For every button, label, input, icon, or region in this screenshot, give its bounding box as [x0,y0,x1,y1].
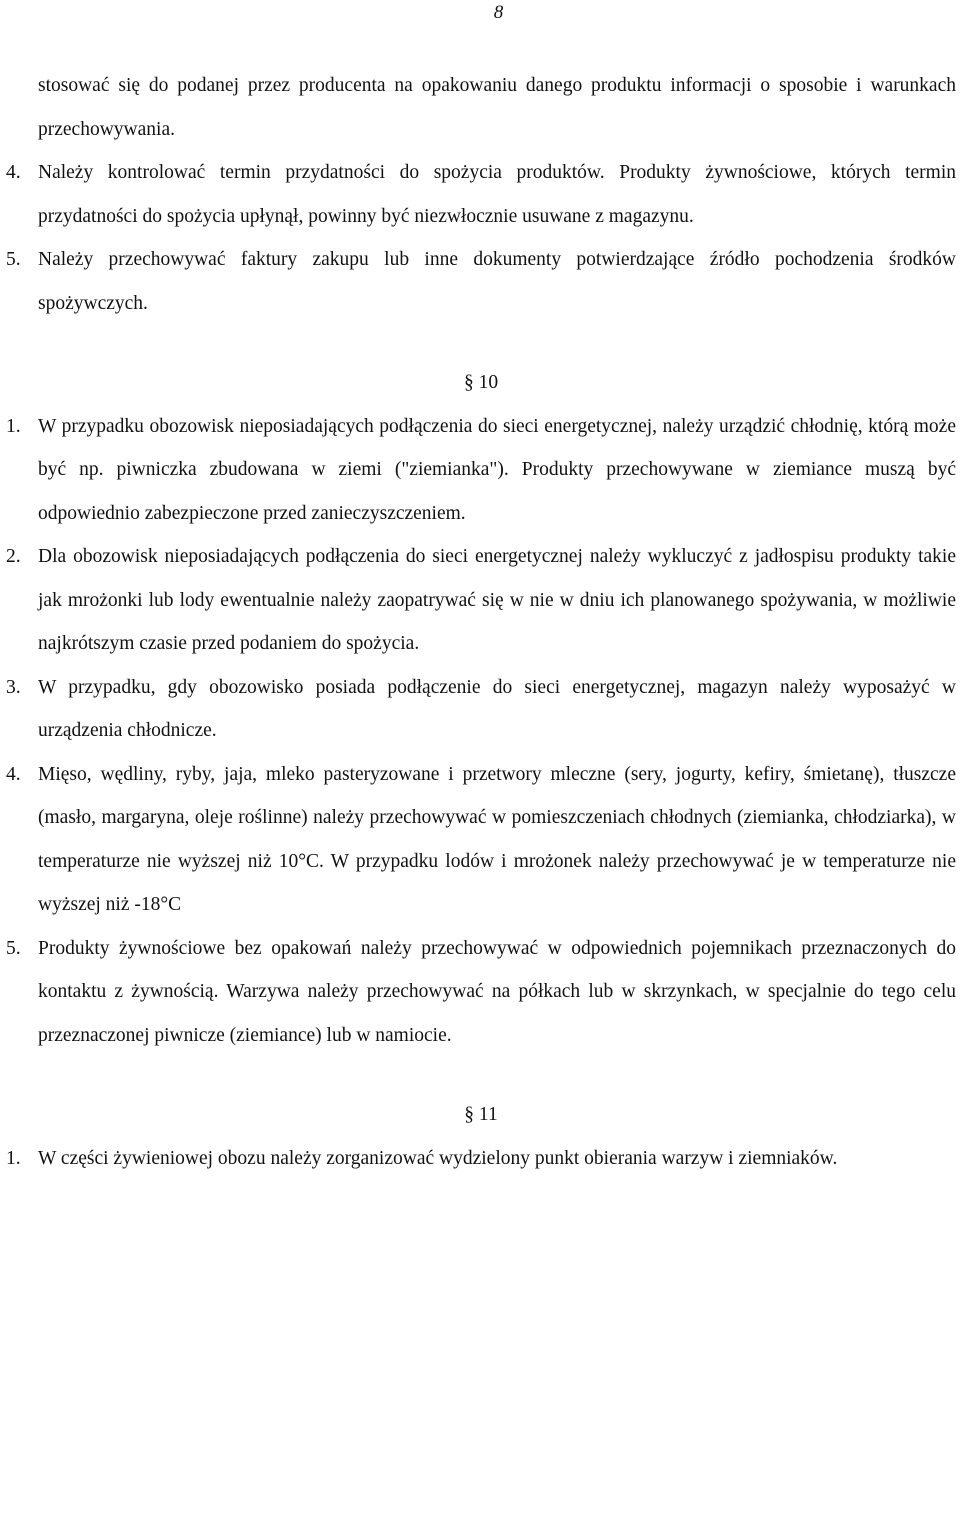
list-item-number: 4. [6,162,21,183]
list-item-number: 2. [6,546,21,567]
list-item [6,753,956,927]
section-heading-10 [6,361,956,405]
document-body [6,64,956,1180]
list-item-number: 4. [6,763,21,785]
list-item-text: Produkty żywnościowe bez opakowań należy przechowywać w odpowiednich pojemnikach przeznaczonych do kontaktu z żywnością. Warzywa należy przechowywać na półkach lub w skrzynkach, w specjalnie do tego celu przeznaczonej piwnicze (ziemiance) lub w namiocie. [38,937,956,1046]
list-item-text: W części żywieniowej obozu należy zorganizować wydzielony punkt obierania warzyw i ziemniaków. [38,1147,838,1169]
section-heading-text: § 11 [464,1104,498,1125]
list-item-text: W przypadku, gdy obozowisko posiada podłączenie do sieci energetycznej, magazyn należy wyposażyć w urządzenia chłodnicze. [38,676,956,741]
list-item-4 [6,151,956,238]
list-item-number: 5. [6,249,21,270]
list-item-number: 5. [6,937,21,959]
list-item [6,1137,956,1181]
list-item-text: Dla obozowisk nieposiadających podłączenia do sieci energetycznej należy wykluczyć z jadłospisu produkty takie jak mrożonki lub lody ewentualnie należy zaopatrywać się w nie w dniu ich planowanego spożywania, w możliwie najkrótszym czasie przed podaniem do spożycia. [38,546,956,654]
section-heading-text: § 10 [463,372,499,393]
list-item [6,927,956,1058]
list-item-text: W przypadku obozowisk nieposiadających podłączenia do sieci energetycznej, należy urządzić chłodnię, którą może być np. piwniczka zbudowana w ziemi ("ziemianka"). Produkty przechowywane w ziemiance muszą być odpowiednio zabezpieczone przed zanieczyszczeniem. [38,415,956,524]
page-number-text: 8 [493,2,504,23]
list-item-text: Mięso, wędliny, ryby, jaja, mleko pasteryzowane i przetwory mleczne (sery, jogurty, kefiry, śmietanę), tłuszcze (masło, margaryna, oleje roślinne) należy przechowywać w pomieszczeniach chłodnych (ziemianka, chłodziarka), w temperaturze nie wyższej niż 10°C. W przypadku lodów i mrożonek należy przechowywać je w temperaturze nie wyższej niż -18°C [38,763,956,915]
list-item-number: 3. [6,676,21,698]
list-item [6,535,956,666]
intro-paragraph [6,64,956,151]
page-number [0,2,960,24]
section-heading-11 [6,1093,956,1137]
list-item [6,405,956,536]
list-item-text: Należy kontrolować termin przydatności do spożycia produktów. Produkty żywnościowe, których termin przydatności do spożycia upłynął, powinny być niezwłocznie usuwane z magazynu. [38,162,956,227]
list-item [6,666,956,753]
list-item-number: 1. [6,415,21,437]
intro-paragraph-text: stosować się do podanej przez producenta na opakowaniu danego produktu informacji o sposobie i warunkach przechowywania. [38,75,956,140]
list-item-number: 1. [6,1147,21,1169]
list-item-text: Należy przechowywać faktury zakupu lub inne dokumenty potwierdzające źródło pochodzenia środków spożywczych. [38,249,956,314]
list-item-5 [6,238,956,325]
